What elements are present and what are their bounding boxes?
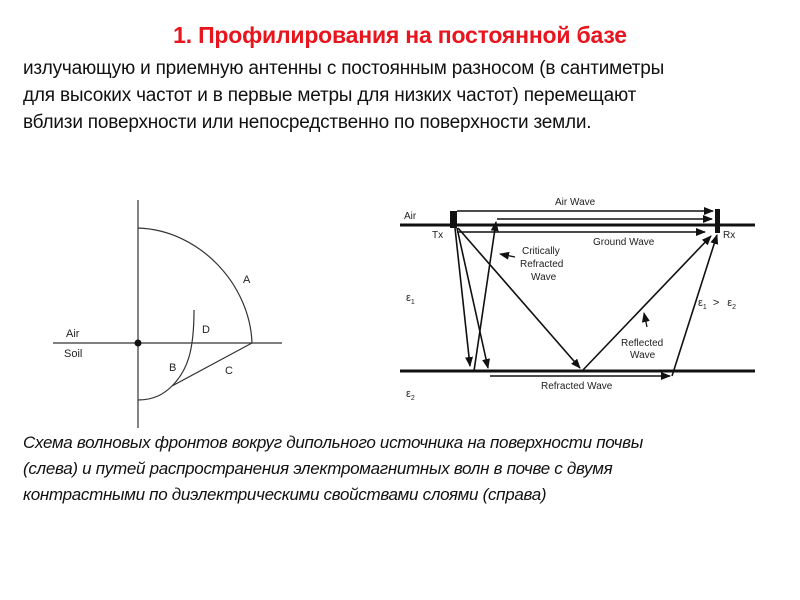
label-reflected-1: Reflected [621,338,664,349]
label-critically-3: Wave [531,272,557,283]
figure-caption [23,430,798,508]
epsilon-2-symbol: $\varepsilon_2$ [406,388,415,402]
label-d: D [202,324,210,336]
label-ground-wave: Ground Wave [593,237,655,248]
label-critically-2: Refracted [520,259,564,270]
reflected-label-pointer [644,313,647,327]
label-air: Air [66,328,80,340]
refracted-up-ray [672,235,717,376]
caption-line: Схема волновых фронтов вокруг дипольного источника на поверхности почвы [23,433,643,452]
body-line: вблизи поверхности или непосредственно по поверхности земли. [23,112,592,133]
wave-paths-diagram [400,209,755,376]
label-tx: Tx [432,230,444,241]
wavefront-c [172,343,252,386]
incident-ray-3 [458,228,580,368]
label-air-wave: Air Wave [555,197,596,208]
dipole-source [135,340,142,347]
epsilon-1-symbol: $\varepsilon_1$ [406,292,415,306]
caption-line: контрастными по диэлектрическими свойствами слоями (справа) [23,485,547,504]
label-c: C [225,365,233,377]
caption-line: (слева) и путей распространения электромагнитных волн в почве с двумя [23,459,613,478]
label-soil: Soil [64,348,83,360]
wavefront-a [138,228,252,343]
permittivity-relation: $\varepsilon_1 > \varepsilon_2$ [698,297,737,311]
incident-ray-2 [457,228,488,368]
label-refracted-wave: Refracted Wave [541,381,613,392]
label-a: A [243,274,251,286]
rx-antenna [715,209,720,233]
body-line: излучающую и приемную антенны с постоянным разносом (в сантиметры [23,58,665,79]
label-critically-1: Critically [522,246,560,257]
tx-antenna [450,211,457,228]
wavefront-b [138,310,194,400]
critical-up-ray [474,222,496,371]
label-air-right: Air [404,211,417,222]
incident-ray-1 [455,228,470,366]
label-rx: Rx [723,230,736,241]
label-b: B [169,362,177,374]
label-reflected-2: Wave [630,350,656,361]
body-line: для высоких частот и в первые метры для низких частот) перемещают [23,85,637,106]
slide-title: 1. Профилирования на постоянной базе [173,22,627,48]
critical-label-pointer [500,254,515,257]
wavefront-diagram [53,200,282,428]
